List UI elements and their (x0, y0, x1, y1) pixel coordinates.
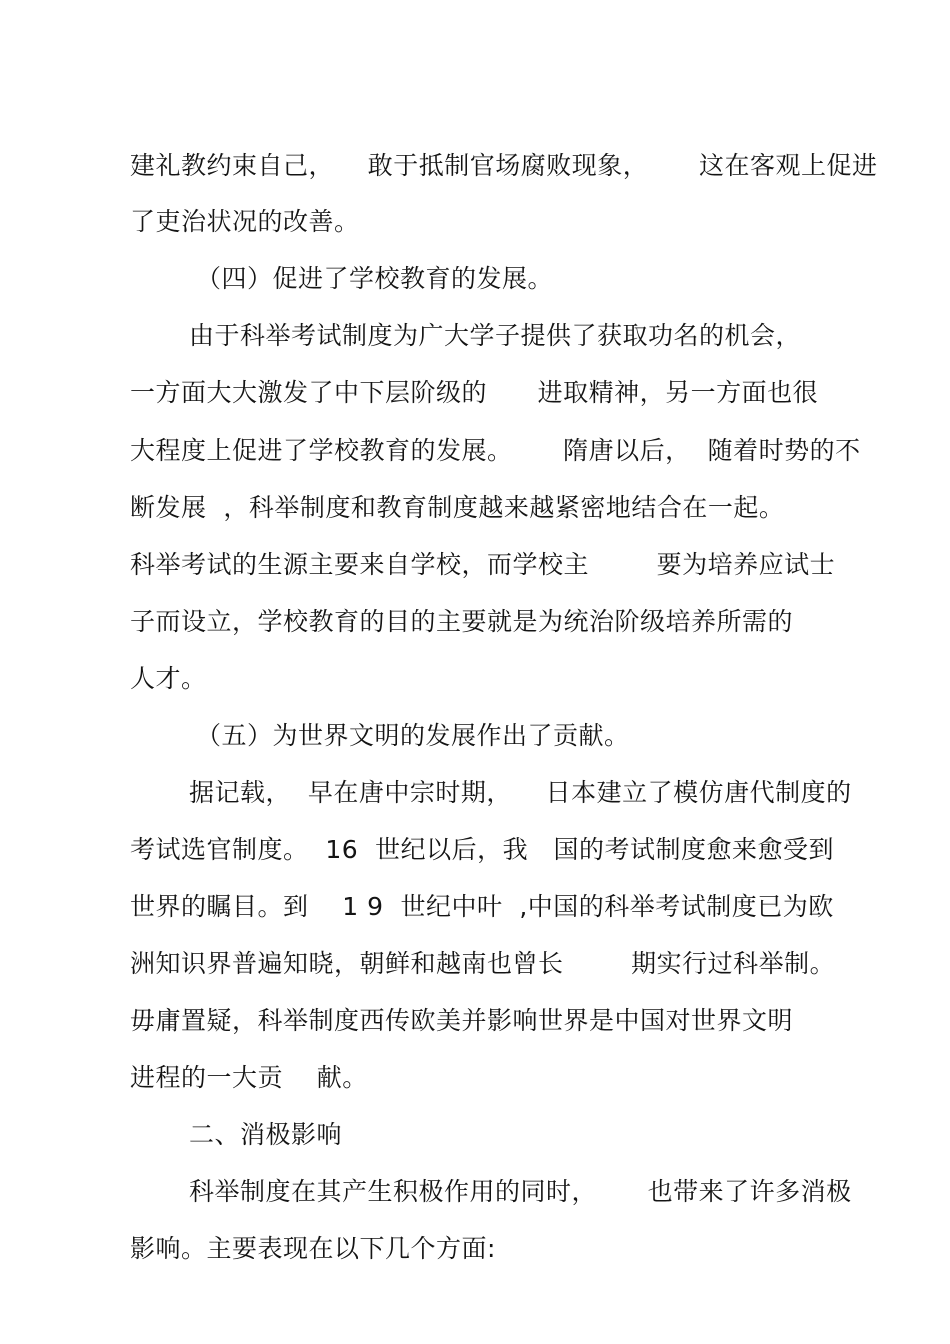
paragraph-first-line: 由于科举考试制度为广大学子提供了获取功名的机会， (189, 321, 802, 350)
paragraph-first-line: 科举制度在其产生积极作用的同时， 也带来了许多消极 (189, 1177, 852, 1206)
paragraph-first-line: 据记载， 早在唐中宗时期， 日本建立了模仿唐代制度的 (189, 778, 852, 807)
text-line: 考试选官制度。 16 世纪以后，我 国的考试制度愈来愈受到 (130, 835, 834, 864)
text-line: 影响。主要表现在以下几个方面: (130, 1234, 496, 1263)
section-heading: （五）为世界文明的发展作出了贡献。 (196, 721, 630, 750)
text-line: 断发展 ，科举制度和教育制度越来越紧密地结合在一起。 (130, 493, 785, 522)
text-line: 科举考试的生源主要来自学校，而学校主 要为培养应试士 (130, 550, 836, 579)
text-line: 子而设立，学校教育的目的主要就是为统治阶级培养所需的 (130, 607, 794, 636)
text-line: 洲知识界普遍知晓，朝鲜和越南也曾长 期实行过科举制。 (130, 949, 836, 978)
text-line: 世界的瞩目。到 1 9 世纪中叶 ,中国的科举考试制度已为欧 (130, 892, 834, 921)
text-line: 一方面大大激发了中下层阶级的 进取精神，另一方面也很 (130, 378, 819, 407)
text-line: 毋庸置疑，科举制度西传欧美并影响世界是中国对世界文明 (130, 1006, 794, 1035)
text-line: 建礼教约束自己， 敢于抵制官场腐败现象， 这在客观上促进 (130, 151, 878, 180)
text-line: 大程度上促进了学校教育的发展。 隋唐以后， 随着时势的不 (130, 436, 861, 465)
text-line: 人才。 (130, 664, 207, 693)
text-line: 了吏治状况的改善。 (130, 207, 360, 236)
section-heading: 二、消极影响 (189, 1120, 343, 1149)
section-heading: （四）促进了学校教育的发展。 (196, 264, 554, 293)
text-line: 进程的一大贡 献。 (130, 1063, 368, 1092)
